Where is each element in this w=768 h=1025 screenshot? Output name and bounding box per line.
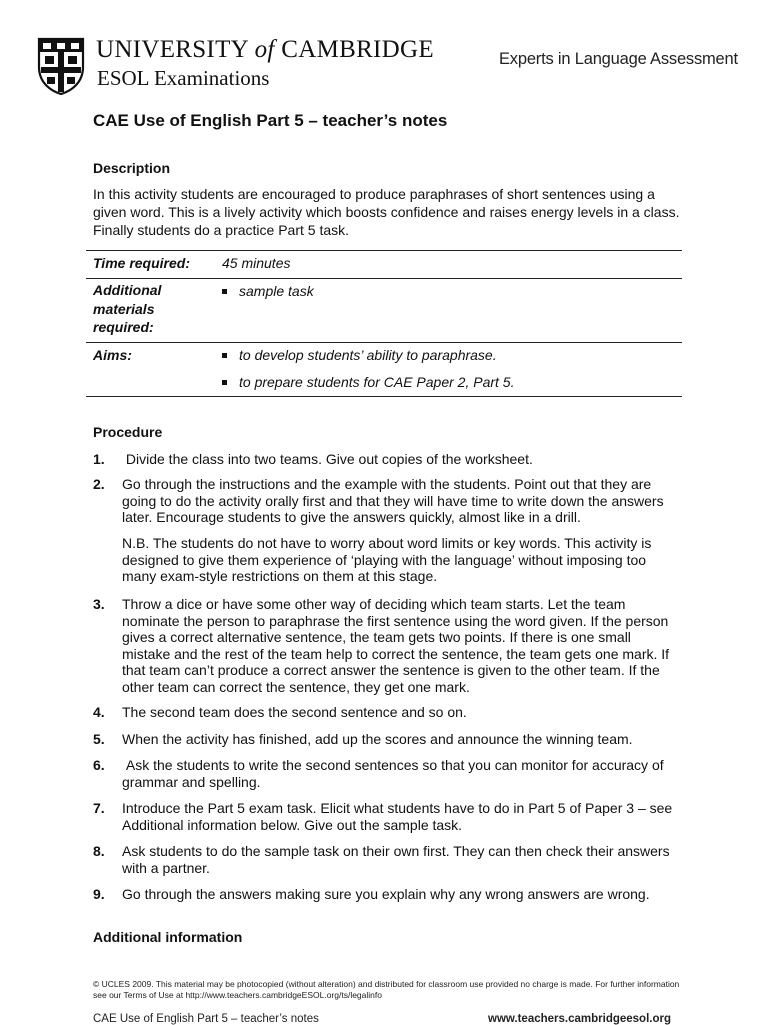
bullet-icon — [222, 289, 227, 294]
university-name: UNIVERSITY of CAMBRIDGE — [96, 36, 434, 63]
additional-info-heading: Additional information — [93, 929, 243, 945]
table-divider — [86, 342, 682, 343]
table-divider — [86, 396, 682, 397]
time-value: 45 minutes — [222, 255, 291, 271]
step-text: Throw a dice or have some other way of deciding which team starts. Let the team nominate the person to paraphrase the first sentence using the word given. If the person gives a correct alternative sentence, the team gets two points. If there is one small mistake and the rest of the team help to correct the sentence, the team gets one mark. If that team can’t produce a correct answer the sentence is given to the other team. If the other team can correct the sentence, they get one mark. — [122, 596, 670, 695]
step-text: Divide the class into two teams. Give out copies of the worksheet. — [122, 451, 533, 467]
esol-name: ESOL Examinations — [97, 66, 270, 90]
materials-label: Additional materials required: — [93, 282, 162, 335]
table-divider — [86, 250, 682, 251]
aims-item: to prepare students for CAE Paper 2, Part 5. — [222, 374, 514, 390]
bullet-icon — [222, 380, 227, 385]
table-divider — [86, 278, 682, 279]
step-number: 7. — [93, 800, 105, 816]
materials-item: sample task — [222, 283, 314, 299]
step-number: 5. — [93, 731, 105, 747]
cambridge-crest-icon — [37, 37, 85, 95]
step-text: Ask students to do the sample task on their own first. They can then check their answers with a partner. — [122, 843, 670, 876]
procedure-heading: Procedure — [93, 424, 163, 440]
aims-item: to develop students’ ability to paraphrase. — [222, 347, 497, 363]
page-title: CAE Use of English Part 5 – teacher’s notes — [93, 111, 448, 130]
step-text: Introduce the Part 5 exam task. Elicit what students have to do in Part 5 of Paper 3 – see Additional information below. Give out the sample task. — [122, 800, 673, 833]
step-text: Ask the students to write the second sentences so that you can monitor for accuracy of grammar and spelling. — [122, 757, 668, 790]
step-number: 2. — [93, 476, 105, 492]
footer-title: CAE Use of English Part 5 – teacher’s notes — [93, 1013, 319, 1025]
description-heading: Description — [93, 160, 171, 176]
tagline: Experts in Language Assessment — [499, 50, 738, 68]
step-text: Go through the answers making sure you explain why any wrong answers are wrong. — [122, 886, 650, 902]
aims-label: Aims: — [93, 347, 132, 363]
step-number: 4. — [93, 704, 105, 720]
step-number: 8. — [93, 843, 105, 859]
time-label: Time required: — [93, 255, 190, 271]
footer-url[interactable]: www.teachers.cambridgeesol.org — [488, 1013, 671, 1025]
step-text: When the activity has finished, add up the scores and announce the winning team. — [122, 731, 633, 747]
step-number: 3. — [93, 596, 105, 612]
step-note: N.B. The students do not have to worry about word limits or key words. This activity is designed to give them experience of ‘playing with the language’ without imposing too many exam-style restrictions on them at this stage. — [122, 535, 652, 584]
step-text: The second team does the second sentence and so on. — [122, 704, 467, 720]
bullet-icon — [222, 353, 227, 358]
step-number: 1. — [93, 451, 105, 467]
step-number: 6. — [93, 757, 105, 773]
copyright-note: © UCLES 2009. This material may be photocopied (without alteration) and distributed for classroom use provided no charge is made. For further information see our Terms of Use at http://www.teachers.cambridgeESOL.org/ts/legalinfo — [93, 979, 680, 1000]
description-text: In this activity students are encouraged to produce paraphrases of short sentences using a given word. This is a lively activity which boosts confidence and raises energy levels in a class. Finally students do a practice Part 5 task. — [93, 186, 680, 238]
step-number: 9. — [93, 886, 105, 902]
step-text: Go through the instructions and the example with the students. Point out that they are going to do the activity orally first and that they will have time to write down the answers later. Encourage students to give the answers quickly, almost like in a drill. — [122, 476, 664, 525]
